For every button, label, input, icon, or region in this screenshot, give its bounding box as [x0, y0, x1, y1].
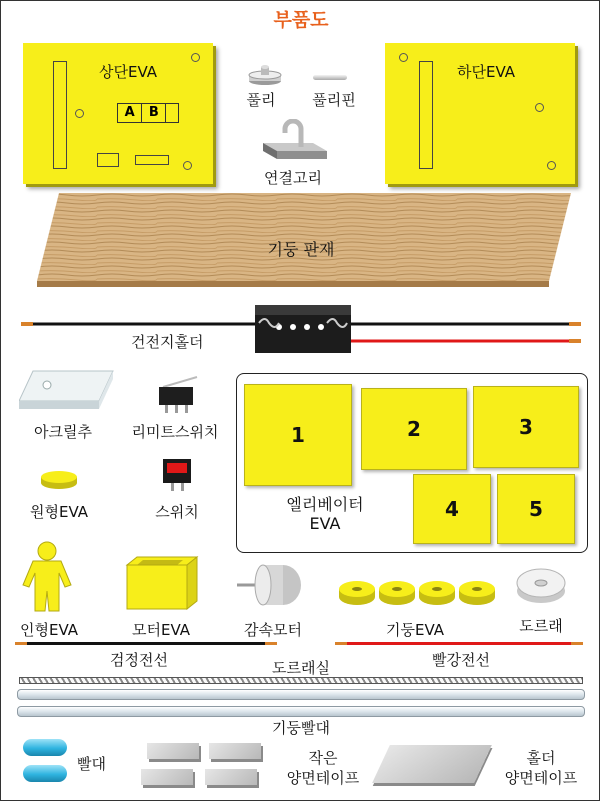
elevator-eva-piece-5: 5: [497, 474, 575, 544]
upper-eva-hole: [183, 161, 192, 170]
diagram-title: 부품도: [273, 9, 329, 31]
pulley-icon: [245, 65, 285, 87]
pillar-eva-icon: [337, 579, 497, 609]
small-tape-label-line1: 작은: [308, 749, 338, 767]
person-eva-icon: [19, 541, 75, 613]
upper-eva-hole: [191, 53, 200, 62]
pulley-pin-icon: [313, 75, 347, 80]
elevator-eva-piece-3: 3: [473, 386, 579, 468]
black-wire-label: 검정전선: [110, 651, 168, 669]
hook-icon: [261, 119, 331, 163]
upper-eva-slot-long: [135, 155, 169, 165]
straw-icon: [23, 765, 67, 782]
acrylic-weight-icon: [19, 369, 115, 415]
elevator-eva-panel: [236, 373, 588, 553]
small-tape-icon: [147, 743, 199, 759]
straw-label: 빨대: [77, 755, 106, 773]
cell-a: A: [118, 104, 142, 122]
person-eva-label: 인형EVA: [19, 621, 79, 639]
roller-label: 도르래: [519, 617, 563, 635]
pillar-board-label: 기둥 판재: [267, 240, 335, 259]
ab-cell-box: [117, 103, 179, 123]
motor-eva-icon: [121, 553, 201, 613]
lower-eva-label: 하단EVA: [456, 63, 516, 81]
holder-tape-label-line2: 양면테이프: [504, 769, 578, 787]
elevator-eva-label-line2: EVA: [309, 514, 341, 533]
battery-holder-icon: [21, 299, 583, 361]
acrylic-weight-label: 아크릴추: [34, 423, 92, 441]
rocker-switch-icon: [161, 455, 195, 493]
lower-eva-hole: [535, 103, 544, 112]
upper-eva-hole: [75, 109, 84, 118]
small-tape-icon: [209, 743, 261, 759]
elevator-eva-label-line1: 엘리베이터: [286, 495, 364, 514]
small-tape-icon: [141, 769, 193, 785]
roller-thread-label: 도르래실: [272, 659, 330, 677]
round-eva-icon: [39, 469, 79, 491]
elevator-eva-piece-2: 2: [361, 388, 467, 470]
round-eva-label: 원형EVA: [29, 503, 89, 521]
limit-switch-icon: [153, 375, 201, 415]
lower-eva-hole: [547, 161, 556, 170]
upper-eva-label: 상단EVA: [98, 63, 158, 81]
pillar-straw-label: 기둥빨대: [272, 719, 330, 737]
motor-eva-label: 모터EVA: [131, 621, 191, 639]
upper-eva-slot: [53, 61, 67, 169]
geared-motor-icon: [233, 561, 313, 611]
elevator-eva-piece-4: 4: [413, 474, 491, 544]
limit-switch-label: 리미트스위치: [131, 423, 219, 441]
wires-icon: [15, 639, 585, 649]
pillar-eva-label: 기둥EVA: [385, 621, 445, 639]
geared-motor-label: 감속모터: [244, 621, 302, 639]
roller-thread-icon: [19, 677, 583, 684]
pillar-straw-icon: [17, 706, 585, 717]
hook-label: 연결고리: [264, 169, 322, 187]
pulley-label: 풀리: [246, 91, 276, 109]
pillar-straw-icon: [17, 689, 585, 700]
lower-eva-hole: [399, 53, 408, 62]
small-tape-icon: [205, 769, 257, 785]
holder-tape-icon: [372, 745, 492, 783]
elevator-eva-piece-1: 1: [244, 384, 352, 486]
upper-eva-slot-small: [97, 153, 119, 167]
pulley-pin-label: 풀리핀: [312, 91, 356, 109]
straw-icon: [23, 739, 67, 756]
lower-eva-slot: [419, 61, 433, 169]
cell-b: B: [142, 104, 166, 122]
battery-holder-label: 건전지홀더: [131, 333, 204, 351]
roller-icon: [513, 561, 569, 607]
small-tape-label-line2: 양면테이프: [286, 769, 360, 787]
red-wire-label: 빨강전선: [432, 651, 490, 669]
holder-tape-label-line1: 홀더: [526, 749, 556, 767]
switch-label: 스위치: [155, 503, 199, 521]
